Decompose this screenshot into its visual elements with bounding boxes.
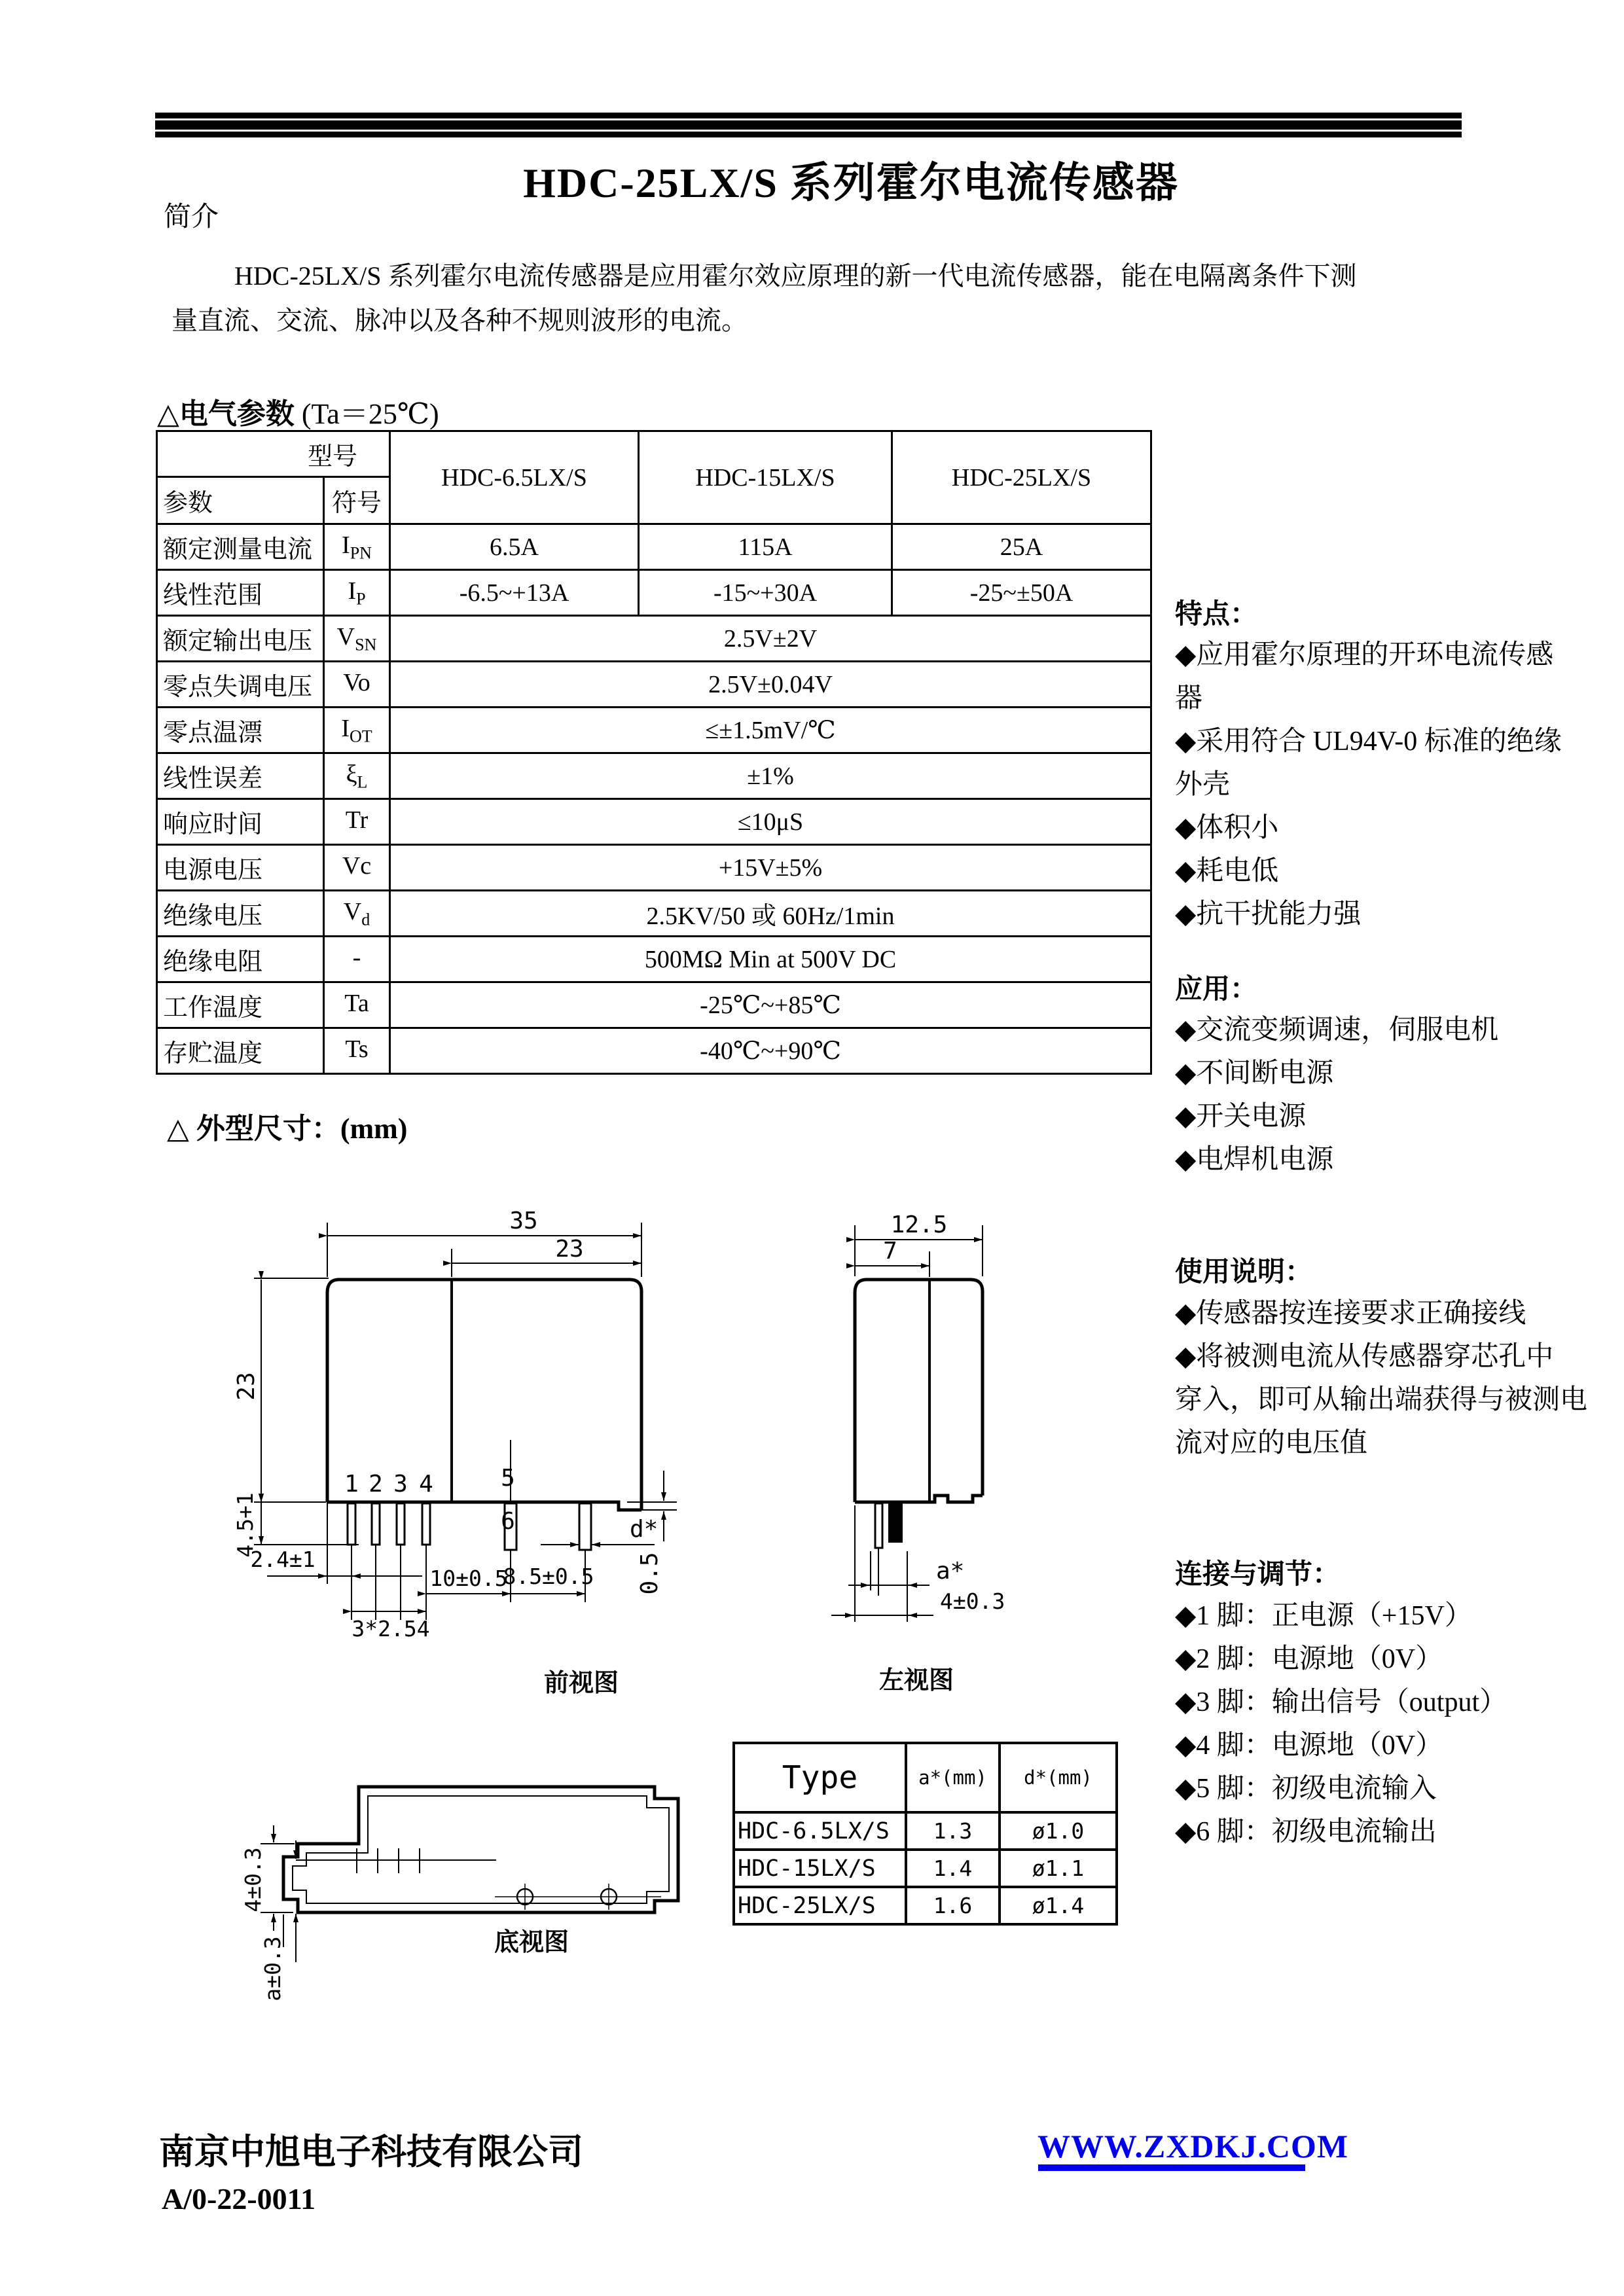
sidebar-connection-heading: 连接与调节： [1175, 1560, 1341, 1590]
svg-text:4: 4 [419, 1471, 433, 1498]
param-value: -40℃~+90℃ [390, 1028, 1151, 1074]
type-table-header-d: d*(mm) [1000, 1743, 1117, 1812]
usage-line: 穿入，即可从输出端获得与被测电 [1175, 1385, 1588, 1415]
type-table-header-a: a*(mm) [906, 1743, 1000, 1812]
param-symbol: Ts [324, 1028, 390, 1074]
svg-text:0.5: 0.5 [636, 1552, 663, 1595]
table-row [157, 524, 1151, 570]
table-row [157, 937, 1151, 982]
svg-text:3: 3 [393, 1471, 408, 1498]
left-dimension-labels [883, 1211, 1005, 1614]
svg-text:8.5±0.5: 8.5±0.5 [503, 1564, 594, 1589]
svg-text:7: 7 [883, 1238, 897, 1265]
svg-text:5: 5 [501, 1465, 515, 1492]
param-label: 额定测量电流 [157, 524, 324, 570]
param-symbol: Vo [324, 662, 390, 708]
sidebar-applications-list [1175, 1009, 1568, 1181]
svg-text:23: 23 [233, 1372, 260, 1401]
front-view-drawing [209, 1204, 720, 1721]
feature-line: ◆耗电低 [1175, 856, 1279, 886]
intro-paragraph-line1: HDC-25LX/S 系列霍尔电流传感器是应用霍尔效应原理的新一代电流传感器，能在电隔离条件下测 [234, 261, 1357, 291]
application-line: ◆电焊机电源 [1175, 1145, 1334, 1175]
param-value: -25℃~+85℃ [390, 982, 1151, 1028]
application-line: ◆开关电源 [1175, 1102, 1307, 1132]
feature-line: ◆采用符合 UL94V-0 标准的绝缘 [1175, 726, 1562, 757]
param-value: +15V±5% [390, 845, 1151, 891]
left-pins [875, 1503, 903, 1548]
param-symbol: $V_{SN}$ [324, 616, 390, 662]
param-value: ±1% [390, 753, 1151, 799]
param-label: 存贮温度 [157, 1028, 324, 1074]
param-symbol: $I_{OT}$ [324, 708, 390, 753]
table-row [157, 753, 1151, 799]
svg-text:12.5: 12.5 [890, 1211, 948, 1238]
param-label: 线性范围 [157, 570, 324, 616]
bottom-view-drawing [223, 1767, 720, 2016]
sidebar-usage-list [1175, 1292, 1588, 1465]
svg-text:6: 6 [501, 1508, 515, 1535]
svg-text:10±0.5: 10±0.5 [429, 1566, 508, 1591]
svg-text:1: 1 [344, 1471, 359, 1498]
param-value: 500MΩ Min at 500V DC [390, 937, 1151, 982]
front-view-caption: 前视图 [543, 1670, 619, 1697]
param-label: 工作温度 [157, 982, 324, 1028]
pin-description: ◆4 脚：电源地（0V） [1175, 1731, 1443, 1761]
corner-cell-param: 参数 [157, 477, 324, 524]
type-a-value: 1.4 [906, 1850, 1000, 1887]
param-symbol: $\xi_L$ [324, 753, 390, 799]
type-name: HDC-15LX/S [734, 1850, 906, 1887]
param-label: 零点失调电压 [157, 662, 324, 708]
electrical-params-heading [157, 390, 439, 432]
pin-size-type-table [732, 1742, 1118, 1926]
type-d-value: ø1.1 [1000, 1850, 1117, 1887]
top-rule-thick [155, 120, 1462, 130]
sidebar-applications-heading: 应用： [1175, 975, 1258, 1005]
sidebar-usage-heading: 使用说明： [1175, 1257, 1313, 1287]
param-symbol: - [324, 937, 390, 982]
param-value: 6.5A [390, 524, 639, 570]
type-a-value: 1.3 [906, 1812, 1000, 1850]
left-view-caption: 左视图 [878, 1667, 954, 1695]
param-label: 零点温漂 [157, 708, 324, 753]
param-value: 25A [892, 524, 1151, 570]
pin-description: ◆1 脚：正电源（+15V） [1175, 1601, 1472, 1631]
sidebar-pin-list [1175, 1594, 1568, 1854]
param-label: 额定输出电压 [157, 616, 324, 662]
param-label: 电源电压 [157, 845, 324, 891]
front-pins [348, 1503, 591, 1550]
type-name: HDC-25LX/S [734, 1887, 906, 1924]
sidebar-features-heading: 特点： [1175, 600, 1258, 630]
column-header-model-2: HDC-15LX/S [639, 431, 892, 524]
feature-line: 外壳 [1175, 770, 1231, 800]
website-underline [1038, 2164, 1305, 2171]
table-row [157, 616, 1151, 662]
table-row [157, 799, 1151, 845]
left-view-drawing [805, 1204, 1087, 1721]
sensor-body-outline-left [855, 1280, 983, 1502]
corner-cell-symbol: 符号 [324, 477, 390, 524]
type-table-header-row [734, 1743, 1117, 1812]
intro-paragraph-line2: 量直流、交流、脉冲以及各种不规则波形的电流。 [171, 306, 748, 335]
param-symbol: $I_P$ [324, 570, 390, 616]
param-symbol: Tr [324, 799, 390, 845]
page-title: HDC-25LX/S 系列霍尔电流传感器 [523, 160, 1179, 206]
table-row [157, 662, 1151, 708]
param-symbol: Ta [324, 982, 390, 1028]
type-table-row [734, 1812, 1117, 1850]
svg-text:a±0.3: a±0.3 [260, 1936, 285, 2001]
corner-cell-model: 型号 [157, 431, 390, 477]
top-rule-thin-2 [155, 132, 1462, 137]
param-value: -25~±50A [892, 570, 1151, 616]
param-symbol: Vc [324, 845, 390, 891]
usage-line: 流对应的电压值 [1175, 1428, 1368, 1458]
table-row [157, 1028, 1151, 1074]
feature-line: ◆应用霍尔原理的开环电流传感 [1175, 640, 1554, 670]
usage-line: ◆将被测电流从传感器穿芯孔中 [1175, 1342, 1554, 1372]
column-header-model-3: HDC-25LX/S [892, 431, 1151, 524]
param-value: 2.5V±2V [390, 616, 1151, 662]
param-symbol: $I_{PN}$ [324, 524, 390, 570]
front-extension-lines [254, 1223, 677, 1620]
bottom-inner-outline [293, 1796, 669, 1903]
param-label: 绝缘电压 [157, 891, 324, 937]
feature-line: ◆抗干扰能力强 [1175, 899, 1362, 929]
param-label: 响应时间 [157, 799, 324, 845]
front-dimension-lines [261, 1236, 664, 1611]
pin-description: ◆6 脚：初级电流输出 [1175, 1817, 1437, 1847]
svg-text:a*: a* [936, 1558, 965, 1585]
svg-text:23: 23 [555, 1236, 584, 1263]
application-line: ◆不间断电源 [1175, 1058, 1334, 1088]
param-value: 2.5V±0.04V [390, 662, 1151, 708]
svg-text:3*2.54: 3*2.54 [352, 1616, 430, 1641]
svg-text:4±0.3: 4±0.3 [940, 1588, 1005, 1614]
param-value: 2.5KV/50 或 60Hz/1min [390, 891, 1151, 937]
pin-description: ◆5 脚：初级电流输入 [1175, 1774, 1437, 1804]
svg-text:d*: d* [630, 1516, 659, 1543]
document-number: A/0-22-0011 [162, 2182, 316, 2215]
table-row [157, 891, 1151, 937]
table-row [157, 982, 1151, 1028]
type-table-header-type: Type [734, 1743, 906, 1812]
param-label: 绝缘电阻 [157, 937, 324, 982]
top-rule-thin-1 [155, 113, 1462, 118]
bottom-view-caption: 底视图 [494, 1929, 569, 1956]
company-website-link[interactable]: WWW.ZXDKJ.COM [1038, 2128, 1349, 2164]
param-value: ≤±1.5mV/℃ [390, 708, 1151, 753]
table-header-row-model [157, 431, 1151, 477]
sensor-body-outline-bottom [283, 1787, 678, 1912]
param-value: -6.5~+13A [390, 570, 639, 616]
intro-label: 简介 [164, 202, 219, 232]
feature-line: 器 [1175, 683, 1203, 713]
table-row [157, 570, 1151, 616]
type-d-value: ø1.4 [1000, 1887, 1117, 1924]
svg-text:35: 35 [509, 1208, 538, 1234]
bottom-pin-marks [296, 1848, 496, 1873]
svg-text:4.5+1: 4.5+1 [232, 1492, 258, 1558]
application-line: ◆交流变频调速，伺服电机 [1175, 1015, 1499, 1045]
company-name: 南京中旭电子科技有限公司 [159, 2132, 583, 2172]
type-table-row [734, 1887, 1117, 1924]
type-name: HDC-6.5LX/S [734, 1812, 906, 1850]
electrical-params-heading-cjk: △电气参数 [157, 398, 295, 430]
svg-text:2: 2 [369, 1471, 383, 1498]
param-value: -15~+30A [639, 570, 892, 616]
type-d-value: ø1.0 [1000, 1812, 1117, 1850]
param-label: 线性误差 [157, 753, 324, 799]
bottom-primary-holes [495, 1884, 661, 1910]
pin-description: ◆2 脚：电源地（0V） [1175, 1644, 1443, 1674]
type-a-value: 1.6 [906, 1887, 1000, 1924]
type-table-row [734, 1850, 1117, 1887]
svg-text:4±0.3: 4±0.3 [240, 1847, 266, 1912]
electrical-params-table [156, 430, 1152, 1075]
pin-description: ◆3 脚：输出信号（output） [1175, 1687, 1507, 1717]
param-value: ≤10μS [390, 799, 1151, 845]
param-symbol: $V_d$ [324, 891, 390, 937]
electrical-params-heading-condition: (Ta＝25℃) [294, 398, 439, 430]
bottom-dimension-labels [240, 1847, 285, 2001]
feature-line: ◆体积小 [1175, 813, 1279, 843]
sidebar-features-list [1175, 634, 1568, 936]
param-value: 115A [639, 524, 892, 570]
usage-line: ◆传感器按连接要求正确接线 [1175, 1299, 1526, 1329]
outline-dimensions-heading: △ 外型尺寸：(mm) [167, 1113, 408, 1145]
table-row [157, 708, 1151, 753]
table-row [157, 845, 1151, 891]
svg-text:2.4±1: 2.4±1 [250, 1547, 316, 1572]
column-header-model-1: HDC-6.5LX/S [390, 431, 639, 524]
